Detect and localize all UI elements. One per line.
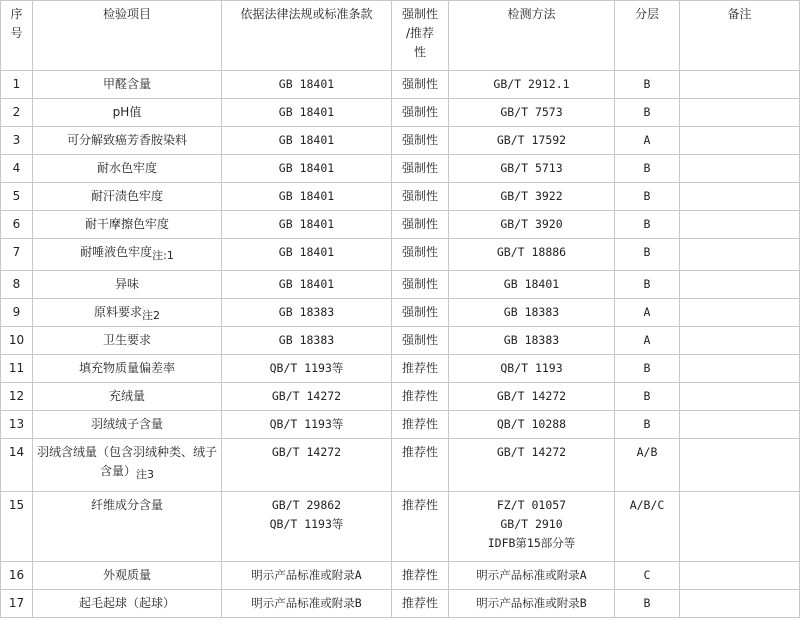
basis-line: GB 18401 (278, 245, 335, 259)
item-name: 耐干摩擦色牢度 (84, 217, 169, 231)
seq-number: 1 (12, 77, 21, 91)
cell-item (33, 327, 222, 355)
method-line: QB/T 10288 (496, 417, 567, 431)
basis-line: 明示产品标准或附录A (251, 568, 362, 582)
method-line: 明示产品标准或附录A (476, 568, 587, 582)
cell-item (33, 183, 222, 211)
seq-number: 7 (12, 245, 21, 259)
seq-number: 14 (8, 445, 25, 459)
item-note: 注2 (142, 309, 160, 322)
item-name: 填充物质量偏差率 (78, 361, 175, 375)
method-line: GB 18383 (503, 305, 560, 319)
type-label: 强制性 (401, 305, 438, 319)
item-name: 充绒量 (108, 389, 145, 403)
item-name: 异味 (114, 277, 139, 291)
type-label: 强制性 (401, 217, 438, 231)
cell-seq (1, 299, 33, 327)
seq-number: 8 (12, 277, 21, 291)
basis-line: GB 18401 (278, 217, 335, 231)
cell-item (33, 492, 222, 562)
cell-layer (615, 155, 680, 183)
type-label: 推荐性 (401, 498, 438, 512)
layer-value: B (643, 105, 651, 119)
header-seq-line: 序 (10, 7, 23, 21)
cell-layer (615, 211, 680, 239)
item-name: 耐唾液色牢度 (80, 245, 153, 259)
header-method: 检测方法 (449, 1, 615, 71)
cell-seq (1, 211, 33, 239)
basis-line: GB 18401 (278, 277, 335, 291)
cell-type (392, 562, 449, 590)
cell-remark (680, 327, 800, 355)
cell-seq (1, 492, 33, 562)
method-line: GB/T 2910 (500, 517, 563, 531)
table-row (1, 239, 800, 271)
cell-seq (1, 562, 33, 590)
cell-item (33, 71, 222, 99)
item-name: 耐水色牢度 (96, 161, 157, 175)
seq-number: 13 (8, 417, 25, 431)
cell-basis (222, 183, 392, 211)
header-type (392, 1, 449, 71)
header-seq-line: 号 (10, 26, 23, 40)
seq-number: 10 (8, 333, 25, 347)
cell-method (449, 355, 615, 383)
item-name: 可分解致癌芳香胺染料 (66, 133, 187, 147)
cell-basis (222, 439, 392, 492)
method-line: FZ/T 01057 (496, 498, 567, 512)
cell-method (449, 411, 615, 439)
method-line: 明示产品标准或附录B (476, 596, 587, 610)
type-label: 推荐性 (401, 417, 438, 431)
method-line: GB/T 14272 (496, 445, 567, 459)
cell-item (33, 299, 222, 327)
layer-value: B (643, 277, 651, 291)
type-label: 推荐性 (401, 361, 438, 375)
type-label: 强制性 (401, 133, 438, 147)
cell-seq (1, 71, 33, 99)
cell-remark (680, 99, 800, 127)
basis-line: QB/T 1193等 (269, 417, 344, 431)
cell-remark (680, 271, 800, 299)
cell-method (449, 299, 615, 327)
item-name: 耐汗渍色牢度 (90, 189, 163, 203)
cell-basis (222, 127, 392, 155)
item-name: 起毛起球（起球） (78, 596, 175, 610)
type-label: 强制性 (401, 105, 438, 119)
cell-type (392, 299, 449, 327)
cell-layer (615, 355, 680, 383)
cell-layer (615, 99, 680, 127)
cell-layer (615, 127, 680, 155)
seq-number: 5 (12, 189, 21, 203)
cell-method (449, 590, 615, 618)
cell-layer (615, 71, 680, 99)
item-name: 卫生要求 (102, 333, 151, 347)
type-label: 推荐性 (401, 445, 438, 459)
cell-remark (680, 383, 800, 411)
cell-item (33, 99, 222, 127)
cell-method (449, 383, 615, 411)
item-name: 甲醛含量 (102, 77, 151, 91)
table-row (1, 383, 800, 411)
cell-type (392, 71, 449, 99)
header-layer: 分层 (615, 1, 680, 71)
cell-method (449, 211, 615, 239)
cell-remark (680, 299, 800, 327)
type-label: 推荐性 (401, 596, 438, 610)
layer-value: B (643, 245, 651, 259)
cell-layer (615, 492, 680, 562)
method-line: QB/T 1193 (500, 361, 563, 375)
table-row (1, 155, 800, 183)
cell-type (392, 383, 449, 411)
basis-line: GB 18383 (278, 333, 335, 347)
cell-basis (222, 411, 392, 439)
cell-basis (222, 71, 392, 99)
cell-seq (1, 127, 33, 155)
cell-item (33, 562, 222, 590)
method-line: IDFB第15部分等 (487, 536, 576, 550)
seq-number: 17 (8, 596, 25, 610)
table-row (1, 562, 800, 590)
cell-type (392, 127, 449, 155)
cell-basis (222, 355, 392, 383)
seq-number: 12 (8, 389, 25, 403)
method-line: GB/T 17592 (496, 133, 567, 147)
cell-remark (680, 127, 800, 155)
cell-seq (1, 355, 33, 383)
cell-layer (615, 590, 680, 618)
layer-value: A (643, 133, 651, 147)
cell-seq (1, 439, 33, 492)
layer-value: A (643, 333, 651, 347)
layer-value: A/B (636, 445, 658, 459)
cell-basis (222, 327, 392, 355)
item-name: 羽绒绒子含量 (90, 417, 163, 431)
header-row (1, 1, 800, 71)
item-name: 羽绒含绒量（包含羽绒种类、绒子含量） (36, 445, 217, 478)
layer-value: B (643, 389, 651, 403)
cell-method (449, 492, 615, 562)
cell-remark (680, 411, 800, 439)
cell-type (392, 99, 449, 127)
header-remark: 备注 (680, 1, 800, 71)
cell-type (392, 411, 449, 439)
table-row (1, 439, 800, 492)
cell-type (392, 355, 449, 383)
item-note: 注3 (136, 468, 154, 481)
table-row (1, 299, 800, 327)
cell-remark (680, 155, 800, 183)
table-row (1, 71, 800, 99)
layer-value: C (643, 568, 651, 582)
layer-value: B (643, 596, 651, 610)
table-row (1, 183, 800, 211)
header-seq (1, 1, 33, 71)
header-basis: 依据法律法规或标准条款 (222, 1, 392, 71)
cell-method (449, 183, 615, 211)
seq-number: 16 (8, 568, 25, 582)
cell-remark (680, 239, 800, 271)
seq-number: 9 (12, 305, 21, 319)
cell-layer (615, 239, 680, 271)
table-row (1, 355, 800, 383)
seq-number: 15 (8, 498, 25, 512)
cell-seq (1, 99, 33, 127)
cell-remark (680, 492, 800, 562)
basis-line: QB/T 1193等 (269, 517, 344, 531)
cell-method (449, 239, 615, 271)
header-type-line: 性 (413, 45, 426, 59)
header-type-line: 强制性 (401, 7, 438, 21)
cell-remark (680, 211, 800, 239)
basis-line: 明示产品标准或附录B (251, 596, 362, 610)
method-line: GB/T 14272 (496, 389, 567, 403)
cell-layer (615, 411, 680, 439)
item-name: 外观质量 (102, 568, 151, 582)
type-label: 强制性 (401, 245, 438, 259)
seq-number: 3 (12, 133, 21, 147)
type-label: 强制性 (401, 189, 438, 203)
cell-layer (615, 439, 680, 492)
cell-seq (1, 590, 33, 618)
table-row (1, 271, 800, 299)
header-item: 检验项目 (33, 1, 222, 71)
cell-layer (615, 327, 680, 355)
cell-type (392, 271, 449, 299)
item-name: pH值 (112, 105, 142, 119)
cell-seq (1, 183, 33, 211)
cell-basis (222, 99, 392, 127)
cell-item (33, 271, 222, 299)
basis-line: GB 18401 (278, 161, 335, 175)
cell-item (33, 411, 222, 439)
type-label: 强制性 (401, 77, 438, 91)
header-type-line: /推荐 (405, 26, 435, 40)
cell-type (392, 439, 449, 492)
method-line: GB/T 7573 (500, 105, 563, 119)
seq-number: 11 (8, 361, 25, 375)
basis-line: GB 18401 (278, 189, 335, 203)
cell-seq (1, 383, 33, 411)
cell-basis (222, 299, 392, 327)
cell-item (33, 590, 222, 618)
layer-value: B (643, 189, 651, 203)
cell-remark (680, 439, 800, 492)
cell-method (449, 71, 615, 99)
method-line: GB/T 5713 (500, 161, 563, 175)
cell-type (392, 183, 449, 211)
table-row (1, 127, 800, 155)
method-line: GB/T 18886 (496, 245, 567, 259)
table-row (1, 590, 800, 618)
cell-basis (222, 383, 392, 411)
cell-basis (222, 492, 392, 562)
cell-layer (615, 183, 680, 211)
cell-item (33, 127, 222, 155)
basis-line: GB 18401 (278, 133, 335, 147)
table-row (1, 411, 800, 439)
cell-seq (1, 327, 33, 355)
cell-type (392, 590, 449, 618)
type-label: 强制性 (401, 161, 438, 175)
cell-layer (615, 271, 680, 299)
method-line: GB 18383 (503, 333, 560, 347)
cell-basis (222, 271, 392, 299)
cell-remark (680, 71, 800, 99)
cell-seq (1, 271, 33, 299)
seq-number: 2 (12, 105, 21, 119)
cell-remark (680, 590, 800, 618)
table-row (1, 211, 800, 239)
layer-value: B (643, 361, 651, 375)
cell-method (449, 155, 615, 183)
method-line: GB/T 2912.1 (493, 77, 570, 91)
cell-layer (615, 383, 680, 411)
basis-line: GB/T 14272 (271, 445, 342, 459)
layer-value: A (643, 305, 651, 319)
cell-type (392, 239, 449, 271)
seq-number: 4 (12, 161, 21, 175)
cell-basis (222, 590, 392, 618)
cell-basis (222, 239, 392, 271)
cell-seq (1, 239, 33, 271)
type-label: 强制性 (401, 333, 438, 347)
cell-item (33, 155, 222, 183)
cell-remark (680, 183, 800, 211)
method-line: GB/T 3922 (500, 189, 563, 203)
cell-seq (1, 155, 33, 183)
layer-value: B (643, 417, 651, 431)
cell-layer (615, 299, 680, 327)
cell-basis (222, 211, 392, 239)
cell-basis (222, 562, 392, 590)
cell-remark (680, 355, 800, 383)
type-label: 推荐性 (401, 568, 438, 582)
table-row (1, 492, 800, 562)
layer-value: B (643, 77, 651, 91)
cell-method (449, 439, 615, 492)
basis-line: GB 18401 (278, 77, 335, 91)
layer-value: A/B/C (629, 498, 665, 512)
basis-line: GB/T 14272 (271, 389, 342, 403)
layer-value: B (643, 217, 651, 231)
cell-type (392, 327, 449, 355)
cell-method (449, 271, 615, 299)
table-row (1, 327, 800, 355)
method-line: GB 18401 (503, 277, 560, 291)
cell-item (33, 211, 222, 239)
cell-type (392, 155, 449, 183)
cell-seq (1, 411, 33, 439)
cell-type (392, 211, 449, 239)
basis-line: GB 18383 (278, 305, 335, 319)
cell-item (33, 383, 222, 411)
cell-layer (615, 562, 680, 590)
item-name: 原料要求 (93, 305, 142, 319)
cell-item (33, 239, 222, 271)
cell-method (449, 562, 615, 590)
cell-item (33, 439, 222, 492)
basis-line: QB/T 1193等 (269, 361, 344, 375)
method-line: GB/T 3920 (500, 217, 563, 231)
type-label: 推荐性 (401, 389, 438, 403)
item-name: 纤维成分含量 (90, 498, 163, 512)
table-row (1, 99, 800, 127)
layer-value: B (643, 161, 651, 175)
item-note: 注:1 (152, 249, 174, 262)
seq-number: 6 (12, 217, 21, 231)
cell-remark (680, 562, 800, 590)
type-label: 强制性 (401, 277, 438, 291)
cell-type (392, 492, 449, 562)
basis-line: GB 18401 (278, 105, 335, 119)
cell-basis (222, 155, 392, 183)
basis-line: GB/T 29862 (271, 498, 342, 512)
cell-method (449, 99, 615, 127)
cell-item (33, 355, 222, 383)
cell-method (449, 127, 615, 155)
cell-method (449, 327, 615, 355)
